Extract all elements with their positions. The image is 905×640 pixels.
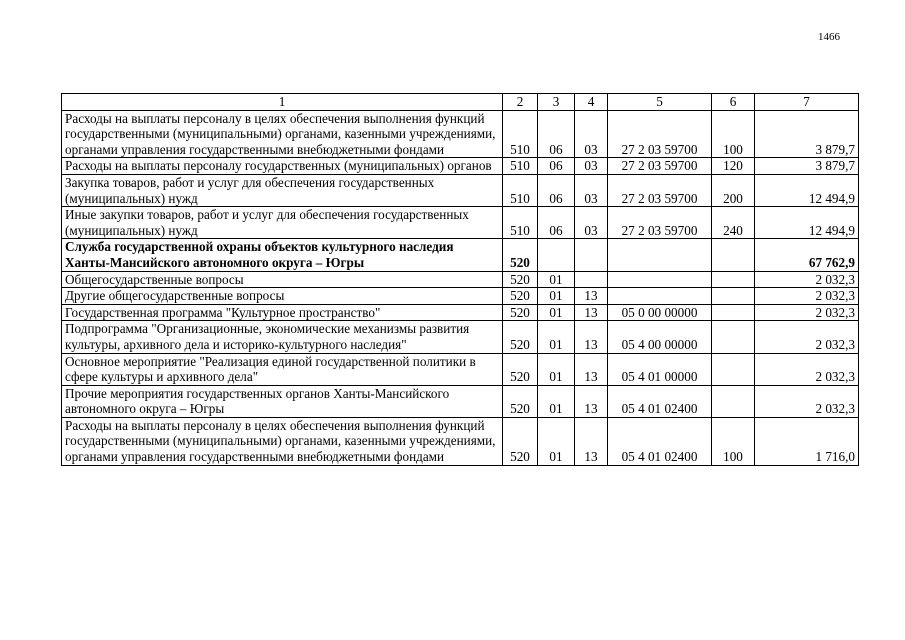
column-header-3: 3 <box>538 94 575 111</box>
row-csr: 05 0 00 00000 <box>608 304 712 321</box>
row-sum: 2 032,3 <box>755 385 859 417</box>
table-row <box>62 288 859 305</box>
row-ved: 510 <box>503 158 538 175</box>
header-row <box>62 94 859 111</box>
row-rz: 01 <box>538 304 575 321</box>
row-sum: 2 032,3 <box>755 288 859 305</box>
table-row <box>62 353 859 385</box>
row-ved: 520 <box>503 271 538 288</box>
row-vr <box>712 353 755 385</box>
row-vr <box>712 271 755 288</box>
table-row <box>62 110 859 158</box>
row-csr <box>608 239 712 271</box>
column-header-7: 7 <box>755 94 859 111</box>
column-header-2: 2 <box>503 94 538 111</box>
table-row <box>62 239 859 271</box>
row-sum: 3 879,7 <box>755 158 859 175</box>
row-rz: 01 <box>538 271 575 288</box>
row-name: Другие общегосударственные вопросы <box>62 288 503 305</box>
table-row <box>62 174 859 206</box>
row-name: Государственная программа "Культурное пространство" <box>62 304 503 321</box>
row-vr: 100 <box>712 110 755 158</box>
row-rz: 06 <box>538 174 575 206</box>
row-ved: 520 <box>503 288 538 305</box>
row-rz: 01 <box>538 353 575 385</box>
row-name: Прочие мероприятия государственных органов Ханты-Мансийского автономного округа – Югры <box>62 385 503 417</box>
row-ved: 520 <box>503 385 538 417</box>
table-row <box>62 417 859 465</box>
table-row <box>62 271 859 288</box>
row-sum: 2 032,3 <box>755 271 859 288</box>
row-pr <box>575 239 608 271</box>
row-name: Расходы на выплаты персоналу государственных (муниципальных) органов <box>62 158 503 175</box>
row-name: Закупка товаров, работ и услуг для обеспечения государственных (муниципальных) нужд <box>62 174 503 206</box>
row-ved: 520 <box>503 353 538 385</box>
row-rz: 06 <box>538 207 575 239</box>
row-name: Служба государственной охраны объектов культурного наследия Ханты-Мансийского автономного округа – Югры <box>62 239 503 271</box>
row-ved: 520 <box>503 304 538 321</box>
row-pr: 13 <box>575 385 608 417</box>
row-pr: 13 <box>575 304 608 321</box>
row-csr <box>608 271 712 288</box>
row-sum: 2 032,3 <box>755 304 859 321</box>
row-vr <box>712 288 755 305</box>
row-name: Подпрограмма "Организационные, экономические механизмы развития культуры, архивного дела и историко-культурного наследия" <box>62 321 503 353</box>
row-name: Иные закупки товаров, работ и услуг для обеспечения государственных (муниципальных) нужд <box>62 207 503 239</box>
table-body <box>62 110 859 465</box>
row-vr: 200 <box>712 174 755 206</box>
row-pr: 13 <box>575 321 608 353</box>
row-pr: 03 <box>575 158 608 175</box>
table-row <box>62 385 859 417</box>
row-ved: 510 <box>503 174 538 206</box>
row-vr <box>712 385 755 417</box>
row-pr: 13 <box>575 417 608 465</box>
page-number: 1466 <box>818 31 840 43</box>
table-header <box>62 94 859 111</box>
row-pr: 13 <box>575 288 608 305</box>
row-sum: 1 716,0 <box>755 417 859 465</box>
row-vr: 240 <box>712 207 755 239</box>
row-csr: 27 2 03 59700 <box>608 174 712 206</box>
row-rz: 01 <box>538 288 575 305</box>
row-rz: 01 <box>538 385 575 417</box>
row-sum: 12 494,9 <box>755 207 859 239</box>
row-ved: 520 <box>503 321 538 353</box>
budget-table <box>61 93 859 466</box>
row-pr: 03 <box>575 207 608 239</box>
table-row <box>62 304 859 321</box>
row-pr: 13 <box>575 353 608 385</box>
row-name: Основное мероприятие "Реализация единой государственной политики в сфере культуры и архивного дела" <box>62 353 503 385</box>
table-row <box>62 158 859 175</box>
row-ved: 510 <box>503 110 538 158</box>
row-pr: 03 <box>575 174 608 206</box>
row-rz <box>538 239 575 271</box>
row-csr: 05 4 01 02400 <box>608 417 712 465</box>
row-name: Расходы на выплаты персоналу в целях обеспечения выполнения функций государственными (муниципальными) органами, казенными учреждениями, органами управления государственными внебюджетными фондами <box>62 110 503 158</box>
row-csr: 05 4 00 00000 <box>608 321 712 353</box>
row-sum: 2 032,3 <box>755 353 859 385</box>
row-rz: 01 <box>538 417 575 465</box>
column-header-4: 4 <box>575 94 608 111</box>
row-name: Расходы на выплаты персоналу в целях обеспечения выполнения функций государственными (муниципальными) органами, казенными учреждениями, органами управления государственными внебюджетными фондами <box>62 417 503 465</box>
row-pr <box>575 271 608 288</box>
table-row <box>62 321 859 353</box>
row-rz: 06 <box>538 158 575 175</box>
row-rz: 06 <box>538 110 575 158</box>
column-header-1: 1 <box>62 94 503 111</box>
row-ved: 510 <box>503 207 538 239</box>
row-sum: 12 494,9 <box>755 174 859 206</box>
row-csr: 27 2 03 59700 <box>608 158 712 175</box>
column-header-5: 5 <box>608 94 712 111</box>
row-csr: 27 2 03 59700 <box>608 207 712 239</box>
table-row <box>62 207 859 239</box>
row-sum: 3 879,7 <box>755 110 859 158</box>
row-pr: 03 <box>575 110 608 158</box>
row-ved: 520 <box>503 417 538 465</box>
row-vr <box>712 321 755 353</box>
row-name: Общегосударственные вопросы <box>62 271 503 288</box>
row-sum: 67 762,9 <box>755 239 859 271</box>
row-csr: 27 2 03 59700 <box>608 110 712 158</box>
row-vr: 120 <box>712 158 755 175</box>
row-ved: 520 <box>503 239 538 271</box>
row-csr: 05 4 01 00000 <box>608 353 712 385</box>
row-vr: 100 <box>712 417 755 465</box>
row-vr <box>712 304 755 321</box>
row-rz: 01 <box>538 321 575 353</box>
row-csr: 05 4 01 02400 <box>608 385 712 417</box>
row-csr <box>608 288 712 305</box>
row-sum: 2 032,3 <box>755 321 859 353</box>
row-vr <box>712 239 755 271</box>
column-header-6: 6 <box>712 94 755 111</box>
